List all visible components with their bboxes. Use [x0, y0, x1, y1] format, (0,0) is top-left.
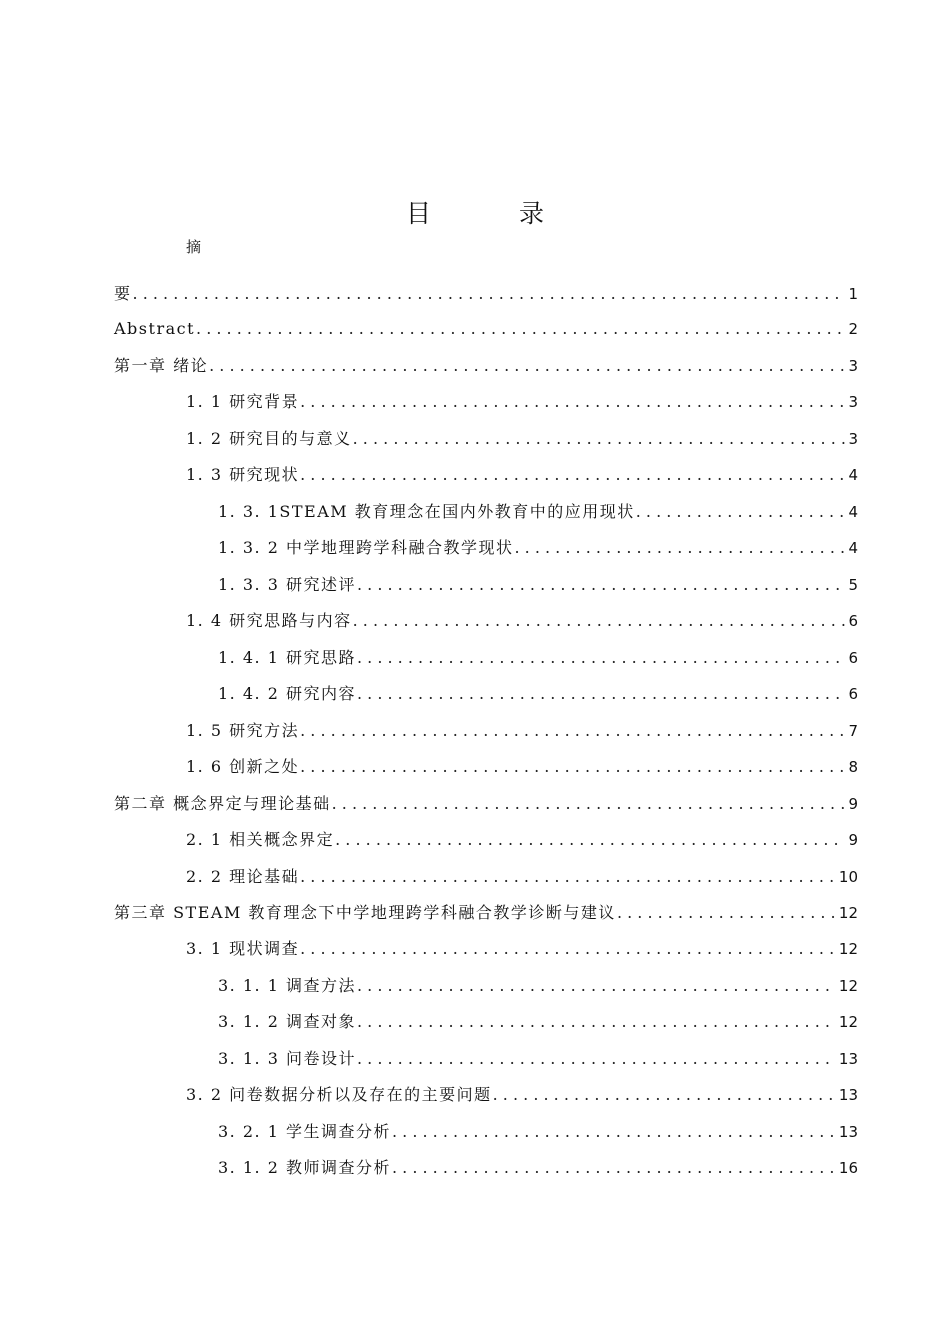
toc-page-number: 12 — [838, 940, 858, 958]
toc-entry-label: 1. 1 研究背景 — [186, 392, 300, 411]
toc-leader-dots — [300, 719, 845, 743]
toc-entry[interactable] — [186, 755, 858, 779]
toc-entry[interactable] — [218, 573, 858, 597]
toc-entry[interactable] — [218, 974, 858, 998]
toc-entry[interactable] — [186, 1083, 858, 1107]
toc-entry[interactable] — [186, 427, 858, 451]
toc-leader-dots — [300, 865, 836, 889]
toc-page-number: 4 — [848, 503, 858, 521]
toc-entry[interactable] — [186, 609, 858, 633]
toc-entry[interactable] — [114, 354, 858, 378]
toc-page-number: 6 — [848, 685, 858, 703]
toc-entry-label: 1. 4. 2 研究内容 — [218, 684, 356, 703]
toc-entry[interactable] — [114, 792, 858, 816]
toc-leader-dots — [332, 792, 846, 816]
toc-page-number: 3 — [848, 430, 858, 448]
toc-entry-label: 2. 2 理论基础 — [186, 867, 300, 886]
toc-entry-label: 3. 1. 2 教师调查分析 — [218, 1158, 391, 1177]
toc-entry[interactable] — [218, 536, 858, 560]
toc-entry[interactable] — [218, 1010, 858, 1034]
toc-leader-dots — [300, 390, 845, 414]
toc-page-number: 4 — [848, 539, 858, 557]
toc-entry-label: 第二章 概念界定与理论基础 — [114, 794, 331, 813]
toc-leader-dots — [357, 1010, 836, 1034]
toc-entry-label: 第一章 绪论 — [114, 356, 209, 375]
toc-entry-label: 1. 3. 3 研究述评 — [218, 575, 356, 594]
toc-title: 目 录 — [406, 199, 584, 228]
toc-entry[interactable] — [218, 646, 858, 670]
toc-leader-dots — [353, 427, 846, 451]
toc-entry[interactable] — [186, 865, 858, 889]
toc-entry[interactable] — [114, 282, 858, 306]
toc-leader-dots — [392, 1120, 836, 1144]
toc-entry-label: 3. 1 现状调查 — [186, 939, 300, 958]
toc-page-number: 13 — [838, 1050, 858, 1068]
toc-leader-dots — [514, 536, 845, 560]
toc-entry-label: 1. 3 研究现状 — [186, 465, 300, 484]
toc-page-number: 1 — [848, 285, 858, 303]
toc-entry-label: 3. 1. 1 调查方法 — [218, 976, 356, 995]
toc-entry[interactable] — [218, 500, 858, 524]
toc-page-number: 13 — [838, 1086, 858, 1104]
toc-entry-label: 1. 4. 1 研究思路 — [218, 648, 356, 667]
toc-entry-label: 第三章 STEAM 教育理念下中学地理跨学科融合教学诊断与建议 — [114, 903, 616, 922]
toc-entry[interactable] — [186, 828, 858, 852]
toc-entry-label: 1. 6 创新之处 — [186, 757, 300, 776]
toc-entry[interactable] — [218, 1047, 858, 1071]
toc-leader-dots — [357, 573, 845, 597]
toc-entry-label: 1. 3. 2 中学地理跨学科融合教学现状 — [218, 538, 514, 557]
toc-entry[interactable] — [186, 390, 858, 414]
toc-page-number: 9 — [848, 795, 858, 813]
toc-page-number: 13 — [838, 1123, 858, 1141]
toc-page-number: 6 — [848, 649, 858, 667]
toc-page-number: 12 — [838, 904, 858, 922]
toc-page-number: 12 — [838, 977, 858, 995]
toc-page-number: 16 — [838, 1159, 858, 1177]
toc-entry[interactable] — [114, 317, 858, 341]
toc-entry-label: 1. 2 研究目的与意义 — [186, 429, 352, 448]
toc-leader-dots — [392, 1156, 836, 1180]
toc-page-number: 9 — [848, 831, 858, 849]
toc-leader-dots — [300, 937, 836, 961]
toc-page-number: 8 — [848, 758, 858, 776]
toc-entry[interactable] — [218, 1120, 858, 1144]
toc-entry-label: 3. 1. 2 调查对象 — [218, 1012, 356, 1031]
toc-entry-label: 1. 3. 1STEAM 教育理念在国内外教育中的应用现状 — [218, 502, 635, 521]
toc-leader-dots — [335, 828, 845, 852]
toc-page-number: 3 — [848, 357, 858, 375]
abstract-heading-fragment: 摘 — [186, 238, 202, 256]
toc-entry-label: 1. 5 研究方法 — [186, 721, 300, 740]
toc-entry[interactable] — [186, 719, 858, 743]
toc-leader-dots — [617, 901, 836, 925]
toc-leader-dots — [300, 755, 845, 779]
toc-leader-dots — [357, 974, 836, 998]
toc-leader-dots — [636, 500, 846, 524]
toc-page-number: 12 — [838, 1013, 858, 1031]
toc-leader-dots — [196, 317, 845, 341]
toc-entry[interactable] — [186, 463, 858, 487]
toc-page-number: 2 — [848, 320, 858, 338]
toc-leader-dots — [357, 682, 845, 706]
toc-page-number: 5 — [848, 576, 858, 594]
toc-entry-label: 2. 1 相关概念界定 — [186, 830, 335, 849]
toc-page-number: 10 — [838, 868, 858, 886]
toc-entry-label: 3. 2 问卷数据分析以及存在的主要问题 — [186, 1085, 492, 1104]
toc-page-number: 3 — [848, 393, 858, 411]
toc-leader-dots — [357, 646, 845, 670]
toc-entry-label: 3. 2. 1 学生调查分析 — [218, 1122, 391, 1141]
toc-leader-dots — [133, 282, 846, 306]
toc-page-number: 7 — [848, 722, 858, 740]
toc-entry[interactable] — [218, 1156, 858, 1180]
toc-leader-dots — [209, 354, 845, 378]
toc-leader-dots — [353, 609, 846, 633]
toc-entry[interactable] — [186, 937, 858, 961]
toc-page-number: 6 — [848, 612, 858, 630]
toc-entry-label: 3. 1. 3 问卷设计 — [218, 1049, 356, 1068]
toc-entry-label: Abstract — [114, 319, 196, 338]
toc-leader-dots — [300, 463, 845, 487]
toc-entry[interactable] — [218, 682, 858, 706]
toc-leader-dots — [357, 1047, 836, 1071]
toc-leader-dots — [493, 1083, 836, 1107]
toc-page-number: 4 — [848, 466, 858, 484]
toc-entry[interactable] — [114, 901, 858, 925]
toc-entry-label: 1. 4 研究思路与内容 — [186, 611, 352, 630]
toc-entry-label: 要 — [114, 284, 132, 303]
